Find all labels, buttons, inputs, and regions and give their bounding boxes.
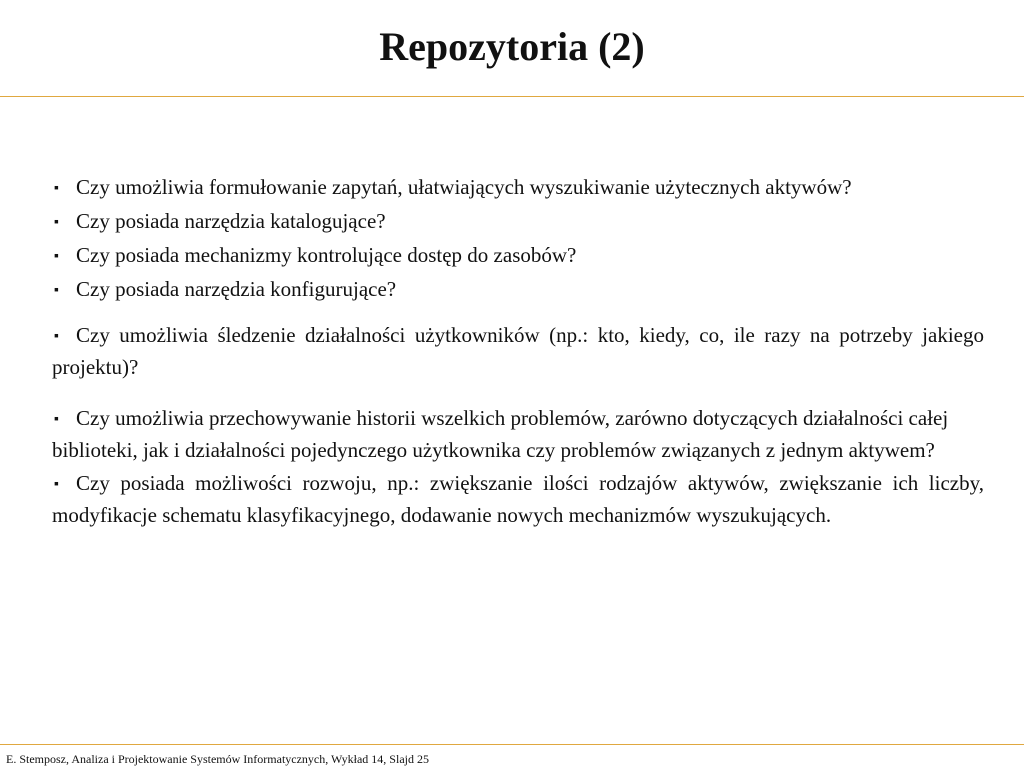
slide-title: Repozytoria (2) — [379, 24, 645, 69]
list-item-text: Czy umożliwia formułowanie zapytań, ułatwiających wyszukiwanie użytecznych aktywów? — [76, 175, 852, 199]
list-item — [52, 468, 984, 531]
slide-footer: E. Stemposz, Analiza i Projektowanie Systemów Informatycznych, Wykład 14, Slajd 25 — [6, 752, 429, 766]
square-bullet-icon: ▪ — [54, 283, 59, 298]
square-bullet-icon: ▪ — [54, 181, 59, 196]
square-bullet-icon: ▪ — [54, 329, 59, 344]
square-bullet-icon: ▪ — [54, 249, 59, 264]
list-item — [52, 403, 984, 466]
list-item — [52, 240, 984, 272]
list-item-text: Czy posiada narzędzia katalogujące? — [76, 209, 386, 233]
list-item-text: Czy posiada narzędzia konfigurujące? — [76, 277, 397, 301]
list-item — [52, 206, 984, 238]
square-bullet-icon: ▪ — [54, 412, 59, 427]
list-item — [52, 274, 984, 306]
list-item-text: Czy umożliwia śledzenie działalności użytkowników (np.: kto, kiedy, co, ile razy na potrzeby jakiego projektu)? — [52, 323, 984, 379]
bullet-list — [52, 172, 984, 531]
title-divider — [0, 96, 1024, 97]
list-item — [52, 320, 984, 383]
list-item-text: Czy posiada możliwości rozwoju, np.: zwiększanie ilości rodzajów aktywów, zwiększanie ich liczby, modyfikacje schematu klasyfikacyjnego, dodawanie nowych mechanizmów wyszukujących. — [52, 471, 984, 527]
list-item — [52, 172, 984, 204]
square-bullet-icon: ▪ — [54, 215, 59, 230]
footer-divider — [0, 744, 1024, 745]
square-bullet-icon: ▪ — [54, 477, 59, 492]
list-item-text: Czy posiada mechanizmy kontrolujące dostęp do zasobów? — [76, 243, 577, 267]
list-item-text: Czy umożliwia przechowywanie historii wszelkich problemów, zarówno dotyczących działalności całej biblioteki, jak i działalności pojedynczego użytkownika czy problemów związanych z jednym aktywem? — [52, 406, 949, 462]
